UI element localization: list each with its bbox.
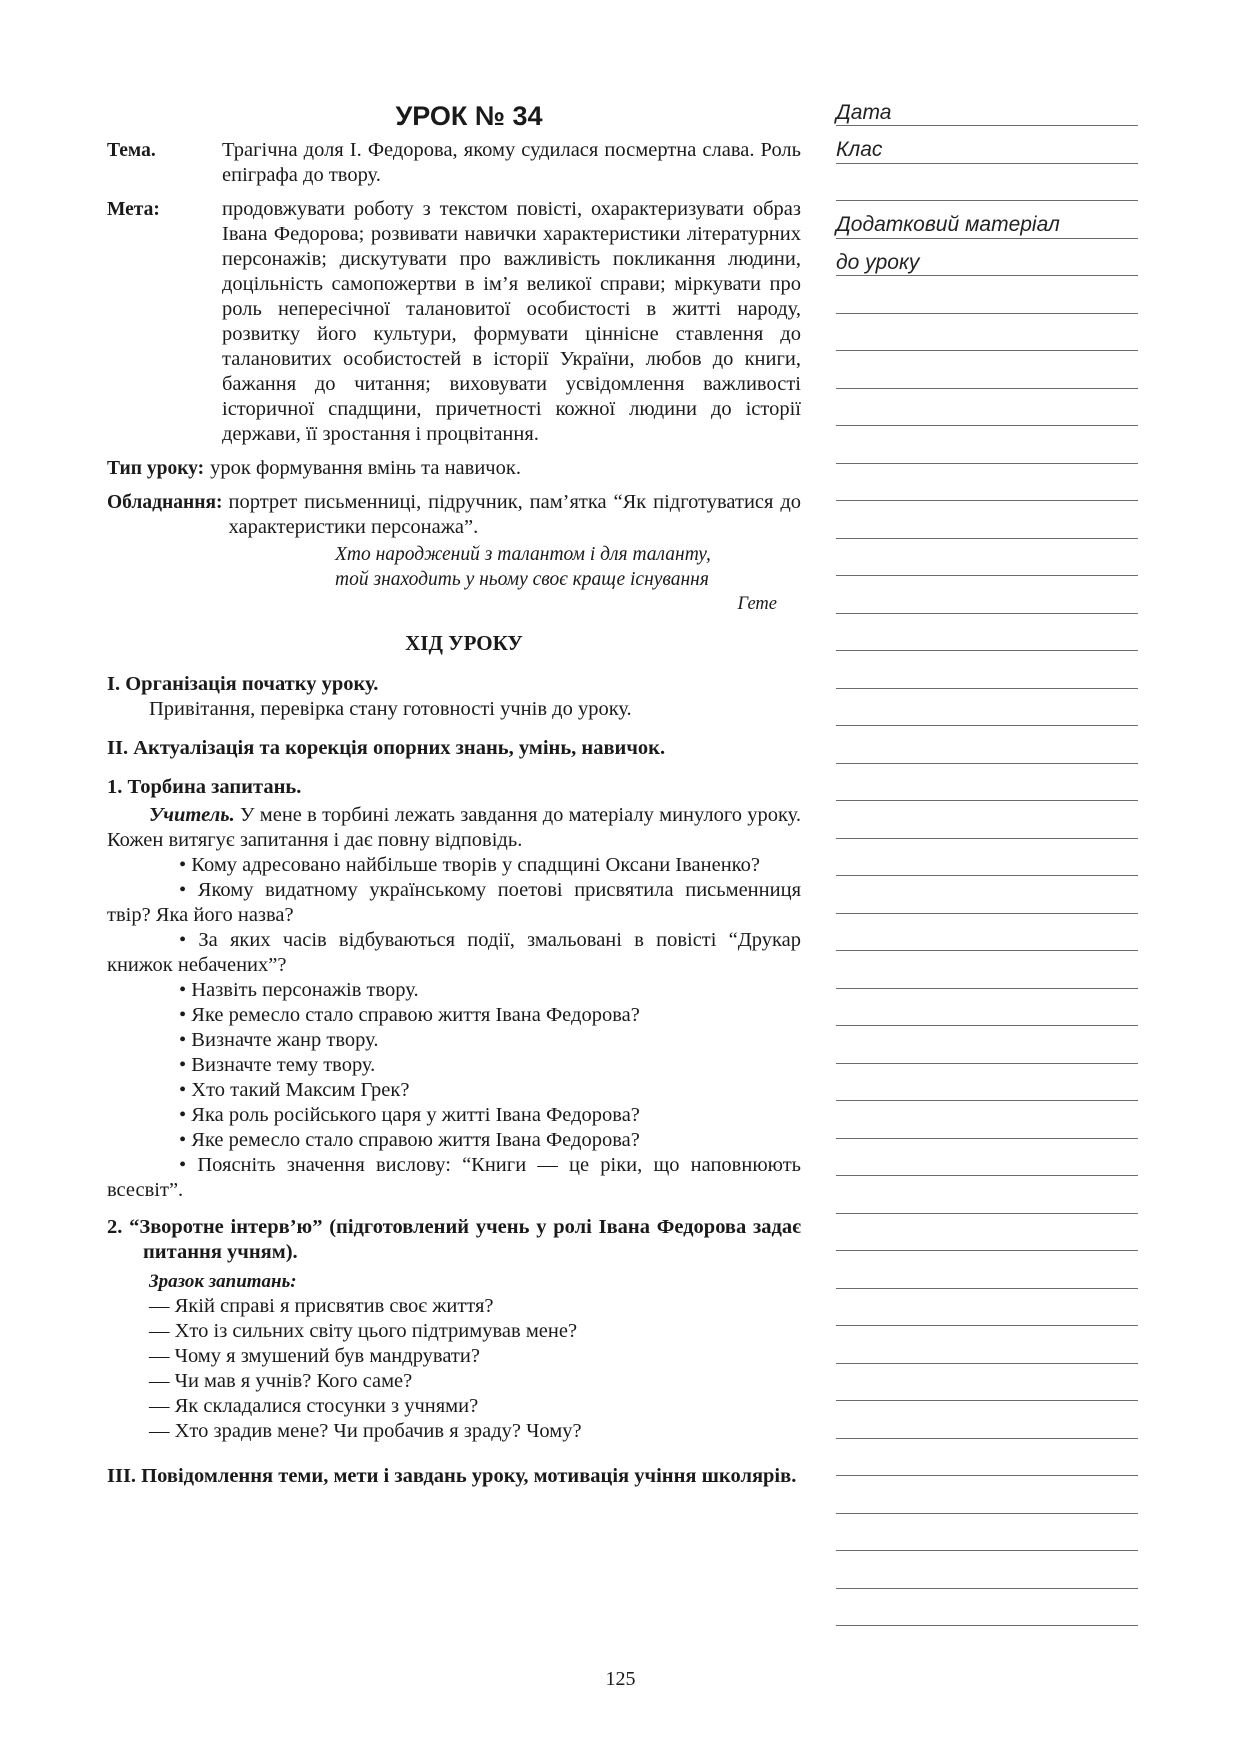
note-line: [836, 875, 1138, 876]
goal-row: [107, 197, 801, 447]
theme-label: Тема.: [107, 140, 156, 161]
note-line: [836, 575, 1138, 576]
sample-questions-label: Зразок запитань:: [149, 1271, 297, 1292]
note-line: [836, 200, 1138, 201]
goal-text: продовжувати роботу з текстом повісті, охарактеризувати образ Івана Федорова; розвивати навички характеристики літературних персонажів; дискутувати про важливість покликання людини, доцільність самопожертви в ім’я великої справи; міркувати про роль непересічної талановитої особистості в житті народу, розвитку його культури, формувати ціннісне ставлення до талановитих особистостей в історії України, любов до книги, бажання до читання; виховувати усвідомлення важливості історичної спадщини, причетності кожної людини до історії держави, її зростання і процвітання.: [222, 198, 801, 445]
note-line: [836, 988, 1138, 989]
note-line: [836, 538, 1138, 539]
note-line: [836, 1513, 1138, 1514]
question-item: • За яких часів відбуваються події, змальовані в повісті “Друкар книжок небачених”?: [107, 929, 801, 976]
theme-row: [107, 138, 801, 188]
epigraph-author: Гете: [737, 594, 777, 614]
extra-material-label-2: до уроку: [836, 251, 920, 274]
interview-question: — Як складалися стосунки з учнями?: [149, 1395, 479, 1417]
goal-label: Мета:: [107, 199, 160, 220]
note-line: [836, 500, 1138, 501]
note-line: [836, 1325, 1138, 1326]
question-item: • Назвіть персонажів твору.: [179, 979, 419, 1001]
note-line: [836, 1175, 1138, 1176]
extra-material-label: Додатковий матеріал: [836, 213, 1060, 236]
note-line: [836, 688, 1138, 689]
lesson-type-row: [107, 456, 801, 481]
note-line: [836, 1100, 1138, 1101]
note-line: [836, 950, 1138, 951]
note-line: [836, 1213, 1138, 1214]
note-line: [836, 1025, 1138, 1026]
question-item: • Яке ремесло стало справою життя Івана Федорова?: [179, 1004, 640, 1026]
section-1-text: Привітання, перевірка стану готовності учнів до уроку.: [149, 698, 632, 720]
question-item: • Кому адресовано найбільше творів у спадщині Оксани Іваненко?: [179, 854, 760, 876]
note-line: [836, 725, 1138, 726]
interview-question: — Якій справі я присвятив своє життя?: [149, 1295, 494, 1317]
note-line: [836, 388, 1138, 389]
interview-question: — Чи мав я учнів? Кого саме?: [149, 1370, 413, 1392]
lesson-main-column: [107, 100, 801, 1489]
question-item: • Яка роль російського царя у житті Івана Федорова?: [179, 1104, 640, 1126]
notes-sidebar: [836, 0, 1138, 1754]
teacher-paragraph: [107, 803, 801, 853]
lesson-course-heading: ХІД УРОКУ: [405, 631, 523, 655]
note-line: [836, 1400, 1138, 1401]
note-line: [836, 463, 1138, 464]
theme-text: Трагічна доля І. Федорова, якому судилася посмертна слава. Роль епіграфа до твору.: [222, 139, 801, 186]
epigraph-line-2: той знаходить у ньому своє краще існування: [335, 569, 709, 590]
note-line: [836, 1550, 1138, 1551]
section-2-title: II. Актуалізація та корекція опорних знань, умінь, навичок.: [107, 737, 666, 759]
page-number: 125: [605, 1668, 636, 1690]
note-line: [836, 350, 1138, 351]
note-line: [836, 650, 1138, 651]
epigraph: [335, 542, 787, 617]
question-item: • Визначте тему твору.: [179, 1054, 376, 1076]
note-line: [836, 1063, 1138, 1064]
lesson-type-label: Тип уроку:: [107, 458, 205, 479]
note-line: [836, 125, 1138, 126]
question-item: • Хто такий Максим Грек?: [179, 1079, 410, 1101]
lesson-title: УРОК № 34: [395, 101, 543, 131]
note-line: [836, 1625, 1138, 1626]
item-1-title: 1. Торбина запитань.: [107, 776, 302, 798]
note-line: [836, 313, 1138, 314]
lesson-type-text: урок формування вмінь та навичок.: [210, 457, 521, 479]
note-line: [836, 763, 1138, 764]
interview-question: — Чому я змушений був мандрувати?: [149, 1345, 480, 1367]
equipment-label: Обладнання:: [107, 492, 223, 513]
note-line: [836, 1250, 1138, 1251]
note-line: [836, 1363, 1138, 1364]
epigraph-line-1: Хто народжений з талантом і для таланту,: [335, 544, 711, 565]
question-item: • Поясніть значення вислову: “Книги — це ріки, що наповнюють всесвіт”.: [107, 1154, 801, 1201]
note-line: [836, 1288, 1138, 1289]
teacher-text: У мене в торбині лежать завдання до матеріалу минулого уроку. Кожен витягує запитання і дає повну відповідь.: [107, 804, 801, 851]
section-1-title: I. Організація початку уроку.: [107, 673, 379, 695]
note-line: [836, 913, 1138, 914]
note-line: [836, 800, 1138, 801]
note-line: [836, 1138, 1138, 1139]
note-line: [836, 1588, 1138, 1589]
note-line: [836, 613, 1138, 614]
section-3-title: III. Повідомлення теми, мети і завдань уроку, мотивація учіння школярів.: [107, 1465, 797, 1487]
question-item: • Яке ремесло стало справою життя Івана Федорова?: [179, 1129, 640, 1151]
note-line: [836, 1438, 1138, 1439]
equipment-row: [107, 490, 801, 540]
item-2-title: 2. “Зворотне інтерв’ю” (підготовлений учень у ролі Івана Федорова задає питання учням).: [107, 1216, 801, 1263]
note-line: [836, 238, 1138, 239]
equipment-text: портрет письменниці, підручник, пам’ятка “Як підготуватися до характеристики персонажа”.: [228, 491, 801, 538]
teacher-label: Учитель.: [149, 804, 235, 826]
question-item: • Визначте жанр твору.: [179, 1029, 379, 1051]
note-line: [836, 425, 1138, 426]
interview-question: — Хто зрадив мене? Чи пробачив я зраду? Чому?: [149, 1420, 582, 1442]
class-label: Клас: [836, 138, 883, 161]
interview-question: — Хто із сильних світу цього підтримував мене?: [149, 1320, 578, 1342]
note-line: [836, 163, 1138, 164]
note-line: [836, 275, 1138, 276]
date-label: Дата: [836, 101, 892, 124]
note-line: [836, 1475, 1138, 1476]
note-line: [836, 838, 1138, 839]
question-item: • Якому видатному українському поетові присвятила письменниця твір? Яка його назва?: [107, 879, 801, 926]
